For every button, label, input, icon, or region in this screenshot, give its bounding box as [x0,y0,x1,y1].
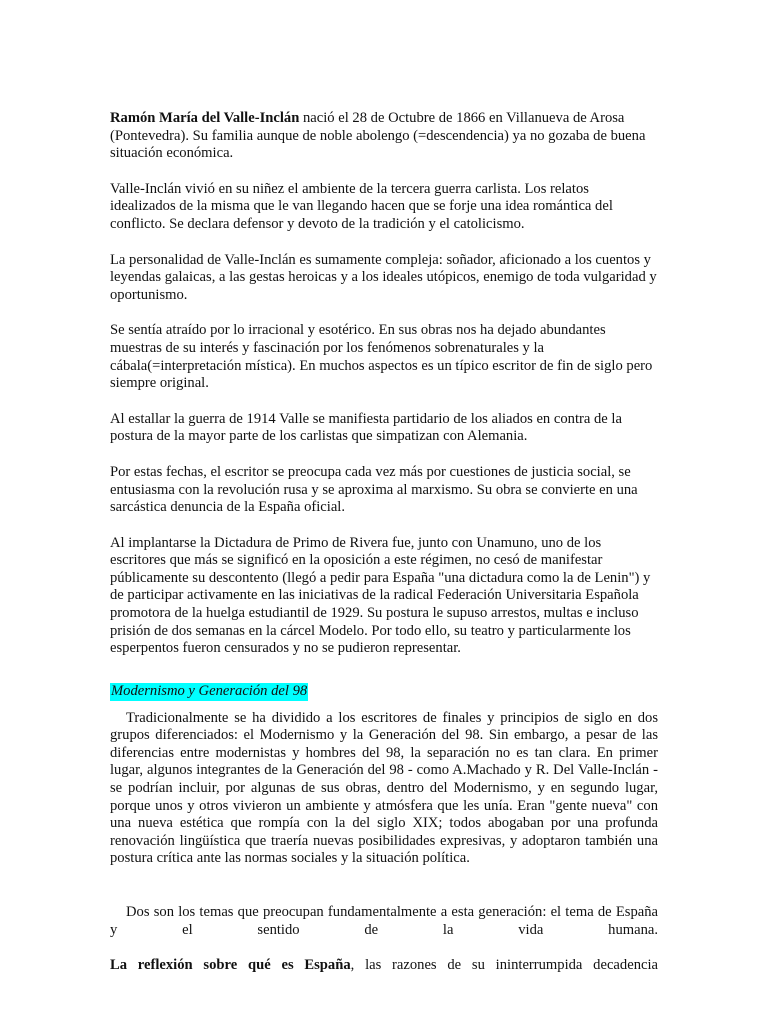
paragraph-dictatorship: Al implantarse la Dictadura de Primo de Rivera fue, junto con Unamuno, uno de los escritores que más se significó en la oposición a este régimen, no cesó de manifestar públicamente su descontento (llegó a pedir para España "una dictadura como la de Lenin") y de participar activamente en las iniciativas de la radical Federación Universitaria Española promotora de la huelga estudiantil de 1929. Su postura le supuso arrestos, multas e incluso prisión de dos semanas en la cárcel Modelo. Por todo ello, su teatro y particularmente los esperpentos fueron censurados y no se pudieron representar. [110,534,651,657]
paragraph-social-justice: Por estas fechas, el escritor se preocupa cada vez más por cuestiones de justicia social, se entusiasma con la revolución rusa y se aproxima al marxismo. Su obra se convierte en una sarcástica denuncia de la España oficial. [110,463,638,516]
paragraph-birth: Ramón María del Valle-Inclán nació el 28 de Octubre de 1866 en Villanueva de Arosa (Pontevedra). Su familia aunque de noble abolengo (=descendencia) ya no gozaba de buena situación económica. [110,110,646,162]
modernism-section [110,683,658,975]
biography-section [110,110,658,658]
paragraph-two-groups: Tradicionalmente se ha dividido a los escritores de finales y principios de siglo en dos grupos diferenciados: el Modernismo y la Generación del 98. Sin embargo, a pesar de las diferencias entre modernistas y hombres del 98, la separación no es tan clara. En primer lugar, algunos integrantes de la Generación del 98 - como A.Machado y R. Del Valle-Inclán - se podrían incluir, por algunas de sus obras, dentro del Modernismo, y en segundo lugar, porque unos y otros vivieron un ambiente y atmósfera que les unía. Eran "gente nueva" con una nueva estética que rompía con la del siglo XIX; todos abogaban por una profunda renovación lingüística que traería nuevas posibilidades expresivas, y adoptaron también una postura crítica ante las normas sociales y la situación política. [110,709,658,867]
paragraph-childhood: Valle-Inclán vivió en su niñez el ambiente de la tercera guerra carlista. Los relatos idealizados de la misma que le van llegando hacen que se forje una idea romántica del conflicto. Se declara defensor y devoto de la tradición y el catolicismo. [110,180,613,232]
paragraph-esoteric: Se sentía atraído por lo irracional y esotérico. En sus obras nos ha dejado abundantes muestras de su interés y fascinación por los fenómenos sobrenaturales y la cábala(=interpretación mística). En muchos aspectos es un típico escritor de fin de siglo pero siempre original. [110,322,653,392]
author-name: Ramón María del Valle-Inclán [110,110,300,126]
paragraph-war-1914: Al estallar la guerra de 1914 Valle se manifiesta partidario de los aliados en contra de la postura de la mayor parte de los carlistas que simpatizan con Alemania. [110,410,622,445]
paragraph-themes: Dos son los temas que preocupan fundamentalmente a esta generación: el tema de España y el sentido de la vida humana. [110,903,658,938]
section-heading: Modernismo y Generación del 98 [111,683,308,699]
paragraph-personality: La personalidad de Valle-Inclán es sumamente compleja: soñador, aficionado a los cuentos y leyendas galaicas, a las gestas heroicas y a los ideales utópicos, enemigo de toda vulgaridad y oportunismo. [110,251,657,303]
bold-phrase: La reflexión sobre qué es España [110,957,351,974]
paragraph-spain-reflection: La reflexión sobre qué es España, las razones de su ininterrumpida decadencia [110,957,658,974]
